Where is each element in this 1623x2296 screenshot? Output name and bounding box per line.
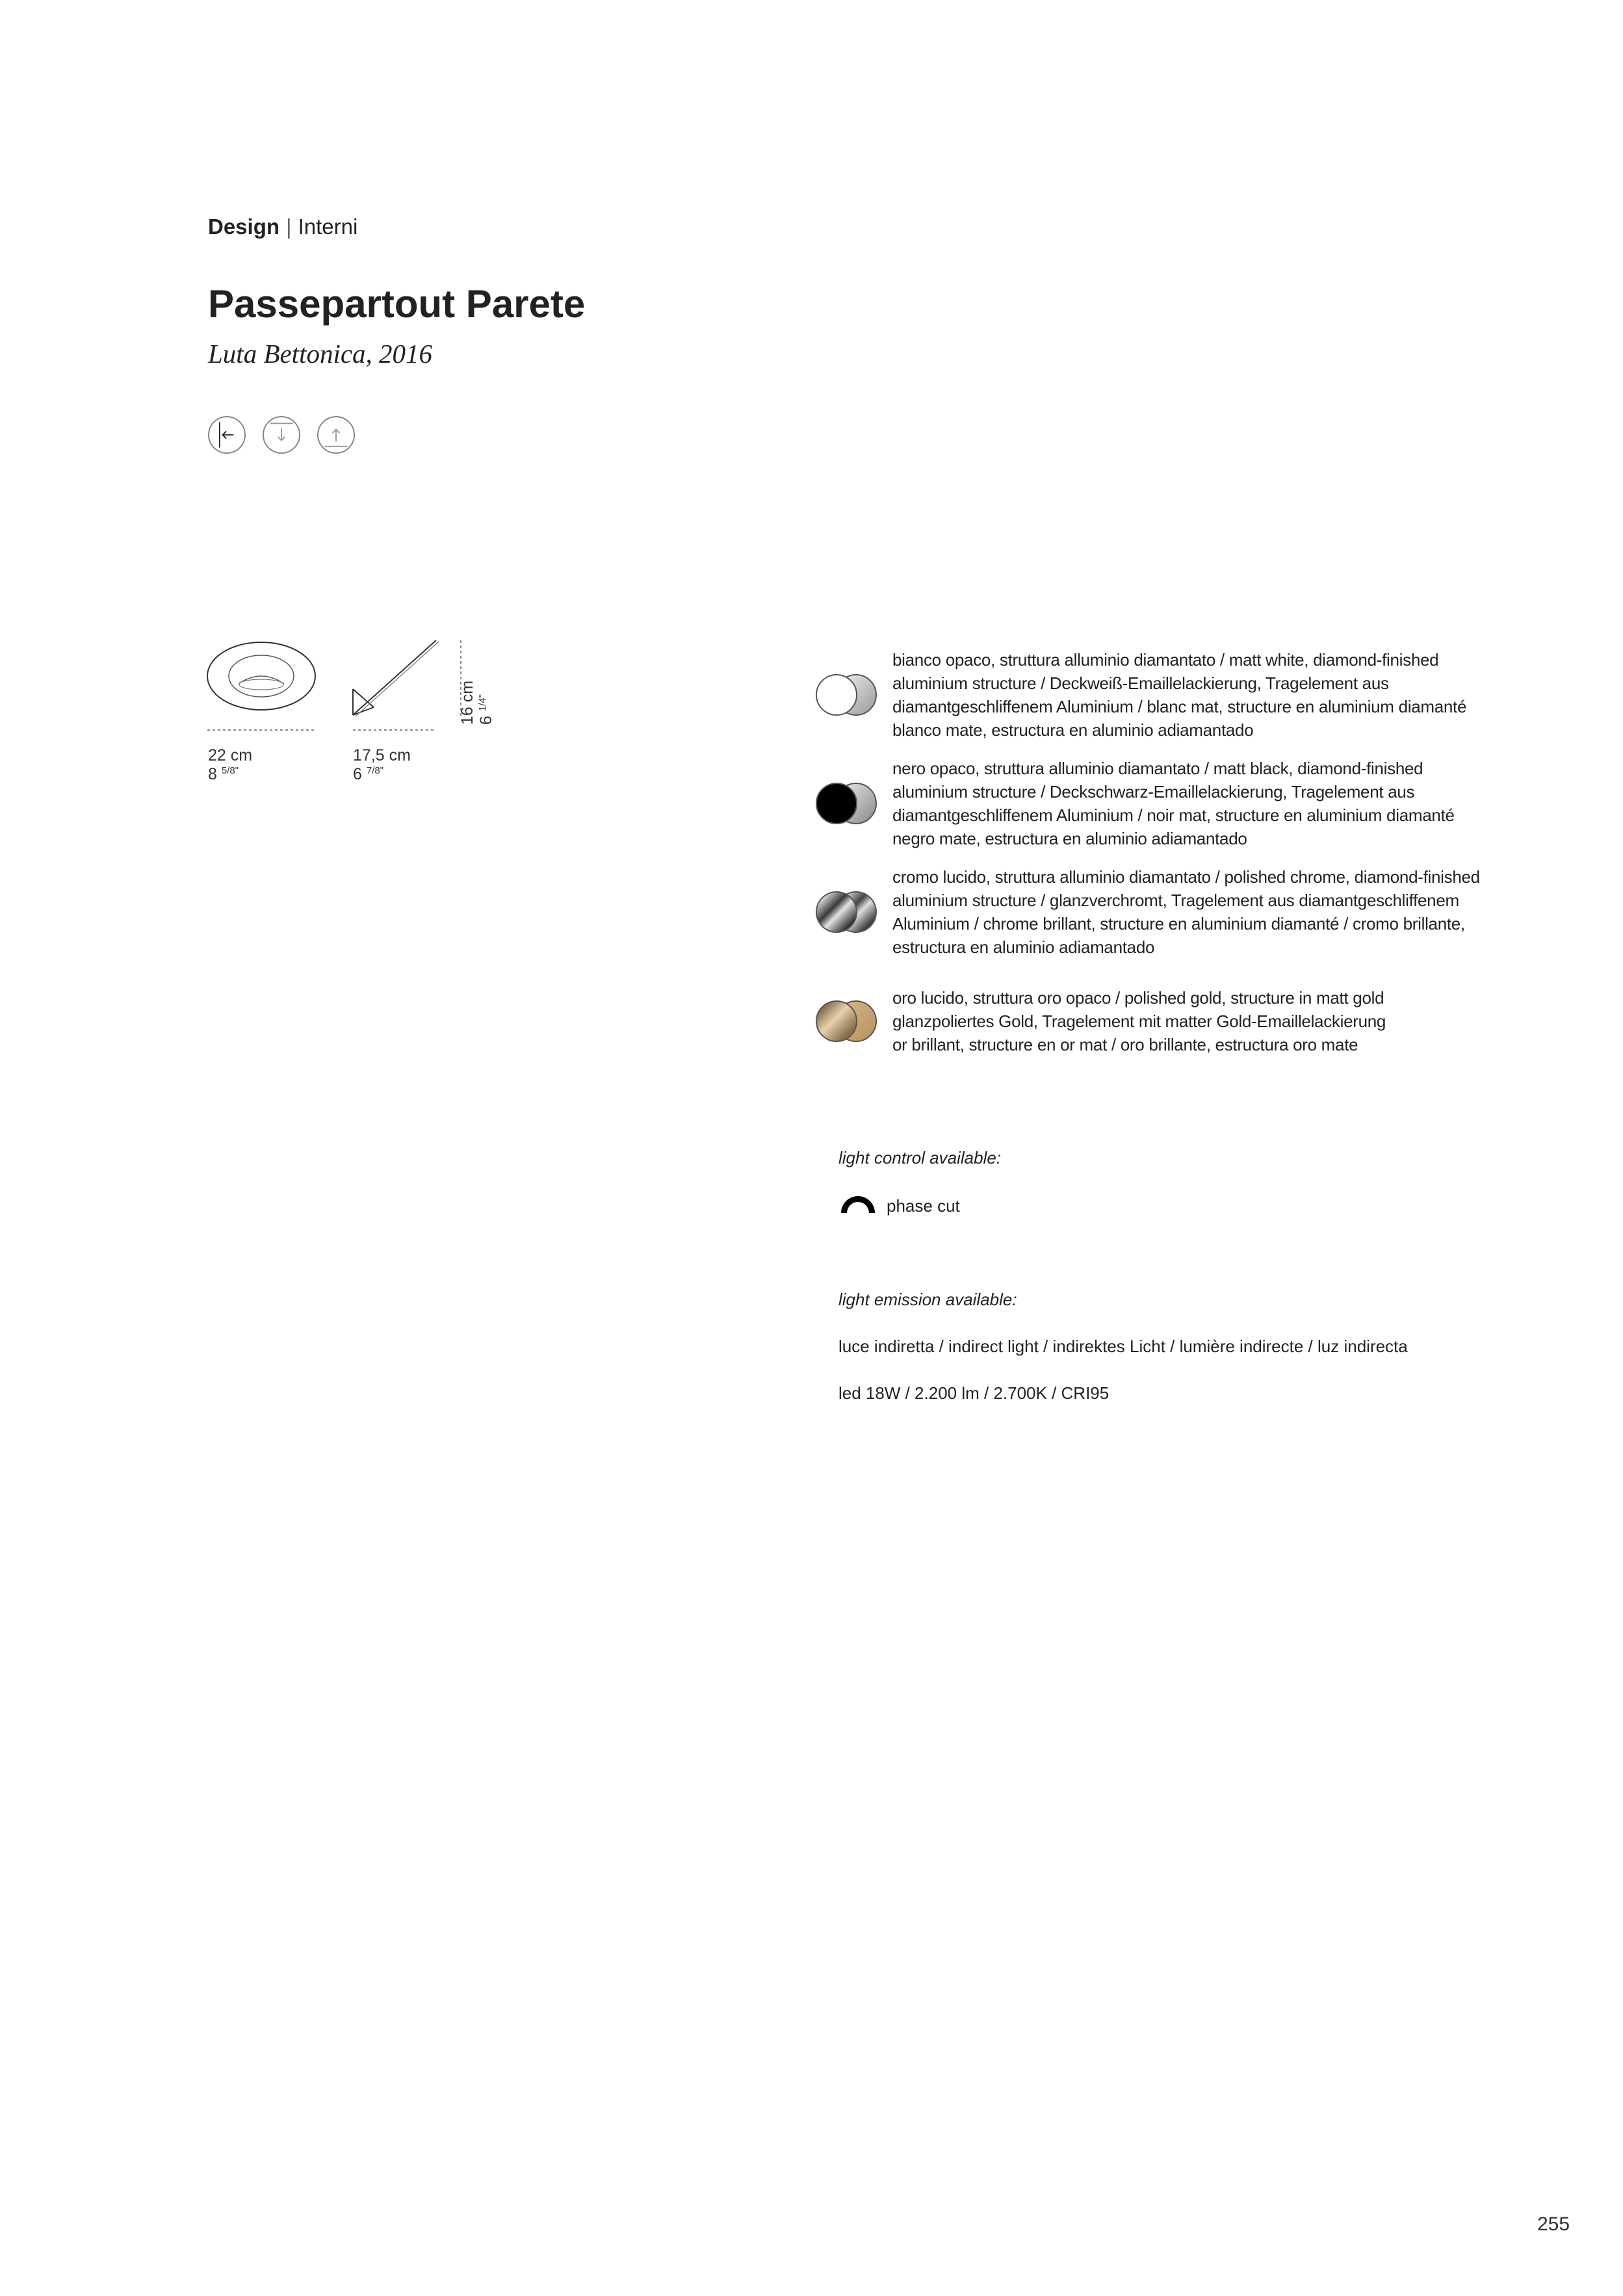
swatch-body-color	[816, 674, 857, 716]
finish-swatch	[816, 891, 881, 937]
page-number: 255	[1537, 2213, 1570, 2235]
finish-swatch	[816, 674, 881, 720]
dimension-front	[208, 746, 252, 784]
finish-swatch	[816, 1000, 881, 1046]
front-view-drawing	[205, 637, 322, 741]
swatch-body-color	[816, 891, 857, 933]
phase-cut-icon	[838, 1191, 877, 1214]
category-header	[208, 215, 357, 239]
finish-description: nero opaco, struttura alluminio diamantato / matt black, diamond-finished aluminium structure / Deckschwarz-Emaillelackierung, Tragelement aus diamantgeschliffenem Aluminium / noir mat, structure en aluminium diamanté negro mate, estructura en aluminio adiamantado	[892, 759, 1455, 848]
light-emission-label: light emission available:	[838, 1290, 1017, 1309]
designer-credit: Luta Bettonica, 2016	[208, 339, 433, 369]
category-label: Design	[208, 215, 280, 239]
light-control-label: light control available:	[838, 1148, 1002, 1168]
phase-cut-label: phase cut	[887, 1196, 960, 1216]
light-emission-type: luce indiretta / indirect light / indirektes Licht / lumière indirecte / luz indirecta	[838, 1337, 1408, 1356]
wall-mount-icon	[208, 416, 246, 454]
finish-description: bianco opaco, struttura alluminio diamantato / matt white, diamond-finished aluminium structure / Deckweiß-Emaillelackierung, Tragelement aus diamantgeschliffenem Aluminium / blanc mat, structure en aluminium diamanté blanco mate, estructura en aluminio adiamantado	[892, 650, 1467, 740]
downlight-icon	[263, 416, 300, 454]
uplight-icon	[317, 416, 355, 454]
product-title: Passepartout Parete	[208, 282, 586, 326]
dimension-side-inch: 6 $^{7/8"}$	[353, 764, 384, 783]
dimension-side-cm: 17,5 cm	[353, 746, 411, 764]
subcategory-label: Interni	[298, 215, 358, 239]
swatch-body-color	[816, 1000, 857, 1042]
finish-description: cromo lucido, struttura alluminio diamantato / polished chrome, diamond-finished aluminium structure / glanzverchromt, Tragelement aus diamantgeschliffenem Aluminium / chrome brillant, structure en aluminium diamanté / cromo brillante, estructura en aluminio adiamantado	[892, 867, 1480, 957]
dimension-height-cm: 16 cm	[458, 680, 476, 725]
header-separator: |	[286, 215, 292, 239]
dimension-front-cm: 22 cm	[208, 746, 253, 764]
light-spec: led 18W / 2.200 lm / 2.700K / CRI95	[838, 1383, 1110, 1403]
dimension-front-inch: 8 $^{5/8"}$	[208, 764, 239, 783]
finish-swatch	[816, 783, 881, 828]
swatch-body-color	[816, 783, 857, 824]
dimension-height	[458, 647, 496, 725]
dimension-side	[353, 746, 411, 784]
finish-description: oro lucido, struttura oro opaco / polished gold, structure in matt gold glanzpoliertes Gold, Tragelement mit matter Gold-Emaillelackierung or brillant, structure en or mat / oro brillante, estructura oro mate	[892, 988, 1386, 1054]
dimension-height-inch: 6 $^{1/4"}$	[476, 694, 495, 725]
